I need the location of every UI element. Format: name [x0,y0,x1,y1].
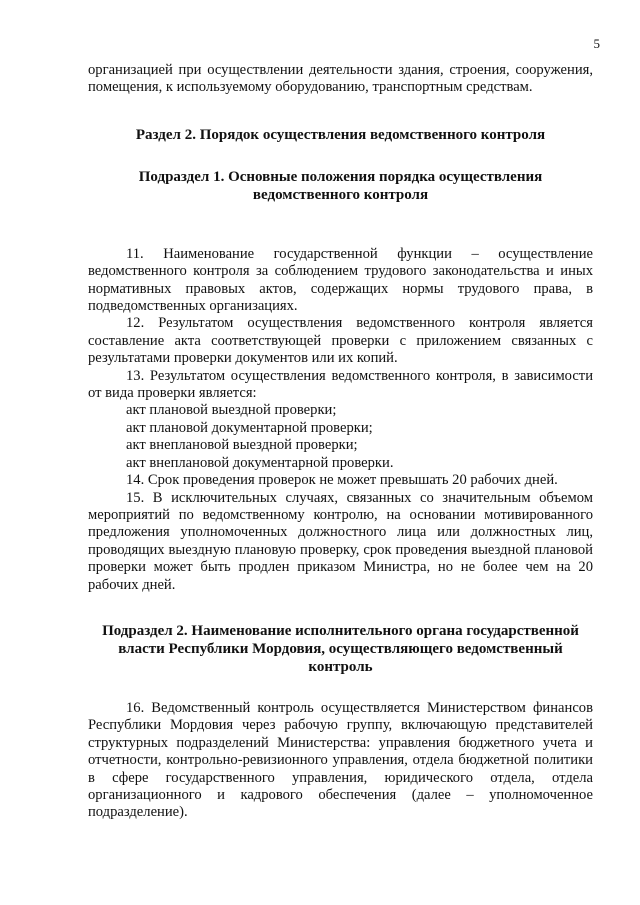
list-item: акт плановой документарной проверки; [126,419,373,436]
paragraph-14: 14. Срок проведения проверок не может превышать 20 рабочих дней. [126,472,558,489]
paragraph-15: 15. В исключительных случаях, связанных со значительным объемом мероприятий по ведомственному контролю, на основании мотивированного предложения уполномоченных должностного лица или должностных лиц, проводящих выездную плановую проверку, срок проведения выездной плановой проверки может быть продлен приказом Министра, но не более чем на 20 рабочих дней. [88,489,593,593]
list-item: акт внеплановой выездной проверки; [126,437,358,454]
paragraph-12: 12. Результатом осуществления ведомственного контроля является составление акта соответствующей проверки с приложением связанных с результатами проверки документов или их копий. [88,315,593,367]
result-list [88,402,593,472]
list-item: акт плановой выездной проверки; [126,402,337,419]
paragraph-13: 13. Результатом осуществления ведомственного контроля, в зависимости от вида проверки является: [88,367,593,402]
subsection-2-title: Подраздел 2. Наименование исполнительного органа государственной власти Республики Мордовия, осуществляющего ведомственный контроль [102,622,579,675]
paragraph-16: 16. Ведомственный контроль осуществляется Министерством финансов Республики Мордовия через рабочую группу, включающую представителей структурных подразделений Министерства: управления бюджетного учета и отчетности, контрольно-ревизионного управления, отдела бюджетной политики в сфере государственного управления, юридического отдела, отдела организационного и кадрового обеспечения (далее – уполномоченное подразделение). [88,699,593,821]
section-2-title: Раздел 2. Порядок осуществления ведомственного контроля [135,126,546,143]
intro-paragraph: организацией при осуществлении деятельности здания, строения, сооружения, помещения, к используемому оборудованию, транспортным средствам. [88,62,593,96]
subsection-1-title: Подраздел 1. Основные положения порядка осуществления ведомственного контроля [138,168,543,203]
paragraph-11: 11. Наименование государственной функции – осуществление ведомственного контроля за соблюдением трудового законодательства и иных нормативных правовых актов, содержащих нормы трудового права, в подведомственных организациях. [88,245,593,315]
document-body [88,62,593,822]
page-number: 5 [593,36,600,51]
list-item: акт внеплановой документарной проверки. [126,454,394,471]
